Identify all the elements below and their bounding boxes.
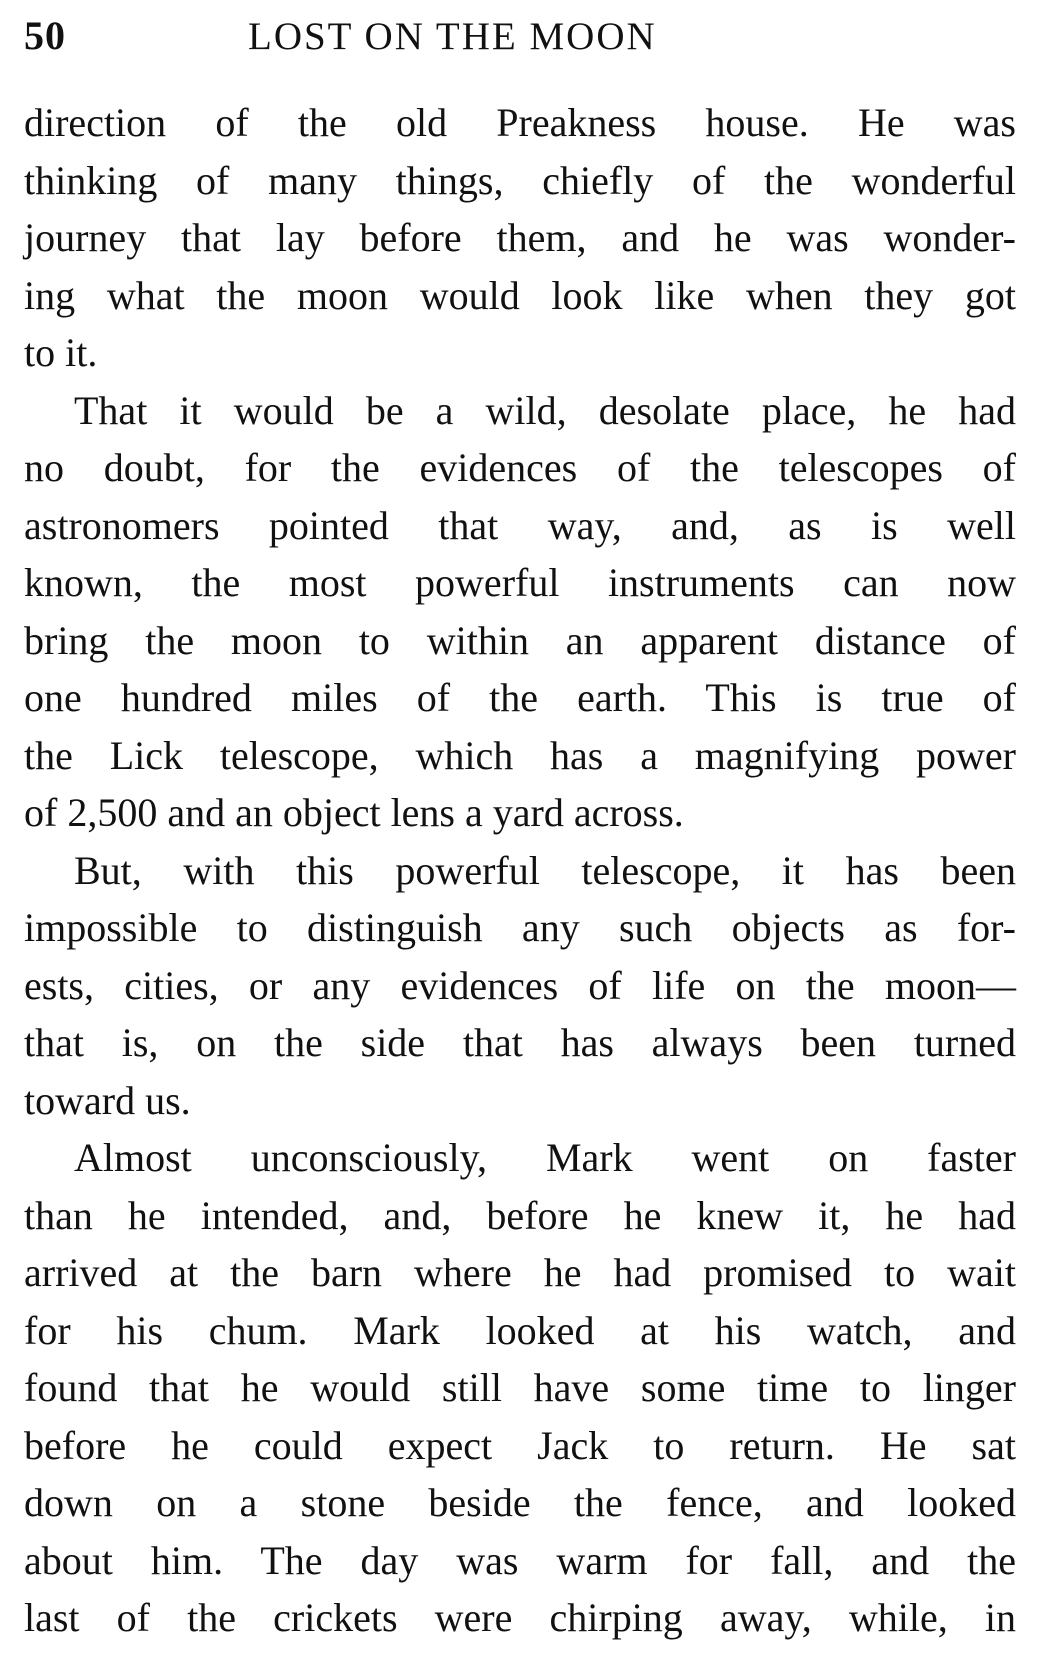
paragraph-1 bbox=[24, 94, 1016, 382]
text-line: direction of the old Preakness house. He was bbox=[24, 100, 1016, 145]
text-line: astronomers pointed that way, and, as is well bbox=[24, 502, 1016, 548]
text-line: than he intended, and, before he knew it, he had bbox=[24, 1192, 1016, 1238]
text-line: toward us. bbox=[24, 1077, 191, 1123]
text-line: last of the crickets were chirping away, while, in bbox=[24, 1595, 1016, 1640]
text-line: found that he would still have some time to linger bbox=[24, 1365, 1016, 1410]
text-line: that is, on the side that has always been turned bbox=[24, 1020, 1016, 1065]
text-line: known, the most powerful instruments can now bbox=[24, 560, 1016, 605]
text-line: Almost unconsciously, Mark went on faster bbox=[74, 1135, 1016, 1180]
text-line: arrived at the barn where he had promised to wait bbox=[24, 1250, 1016, 1295]
body-text bbox=[24, 94, 1016, 1647]
text-line: ing what the moon would look like when they got bbox=[24, 272, 1016, 318]
text-line: journey that lay before them, and he was wonder- bbox=[24, 215, 1016, 260]
paragraph-3 bbox=[24, 842, 1016, 1130]
text-line: before he could expect Jack to return. He sat bbox=[24, 1422, 1016, 1468]
text-line: down on a stone beside the fence, and looked bbox=[24, 1480, 1016, 1525]
text-line: no doubt, for the evidences of the telescopes of bbox=[24, 445, 1016, 490]
page-number: 50 bbox=[24, 13, 66, 58]
paragraph-2 bbox=[24, 382, 1016, 842]
book-page bbox=[24, 0, 1016, 1647]
text-line: But, with this powerful telescope, it has been bbox=[74, 847, 1016, 893]
text-line: ests, cities, or any evidences of life on the moon— bbox=[24, 962, 1016, 1008]
running-title: LOST ON THE MOON bbox=[248, 15, 657, 58]
text-line: thinking of many things, chiefly of the wonderful bbox=[24, 157, 1016, 203]
text-line: impossible to distinguish any such objects as for- bbox=[24, 905, 1016, 950]
running-head bbox=[24, 0, 1016, 72]
text-line: bring the moon to within an apparent distance of bbox=[24, 617, 1016, 663]
text-line: to it. bbox=[24, 330, 98, 375]
text-line: one hundred miles of the earth. This is true of bbox=[24, 675, 1016, 720]
text-line: of 2,500 and an object lens a yard across. bbox=[24, 790, 684, 835]
paragraph-4 bbox=[24, 1129, 1016, 1647]
text-line: for his chum. Mark looked at his watch, and bbox=[24, 1307, 1016, 1353]
text-line: That it would be a wild, desolate place, he had bbox=[74, 387, 1016, 433]
text-line: about him. The day was warm for fall, and the bbox=[24, 1537, 1016, 1583]
text-line: the Lick telescope, which has a magnifying power bbox=[24, 732, 1016, 778]
